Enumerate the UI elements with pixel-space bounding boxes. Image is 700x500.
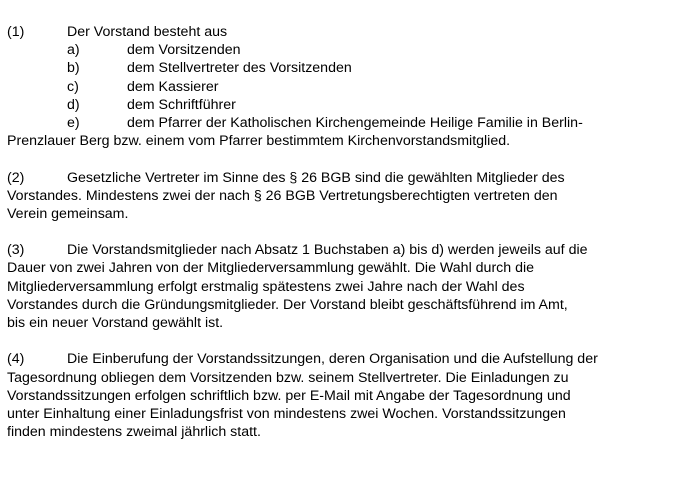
list-item-a-letter: a) — [67, 42, 80, 59]
list-item-e — [7, 114, 697, 132]
list-item-b — [7, 59, 697, 77]
paragraph-1-continuation: Prenzlauer Berg bzw. einem vom Pfarrer bestimmtem Kirchenvorstandsmitglied. — [7, 133, 511, 150]
paragraph-2-number: (2) — [7, 169, 25, 186]
paragraph-4 — [7, 350, 697, 441]
paragraph-3 — [7, 241, 697, 332]
paragraph-4-number: (4) — [7, 351, 25, 368]
paragraph-3-line-1 — [7, 241, 697, 259]
paragraph-4-line-5: finden mindestens zweimal jährlich statt. — [7, 424, 261, 441]
list-item-d — [7, 96, 697, 114]
paragraph-4-line-1 — [7, 350, 697, 368]
list-item-c — [7, 78, 697, 96]
paragraph-3-line-2: Dauer von zwei Jahren von der Mitgliederversammlung gewählt. Die Wahl durch die — [7, 260, 535, 277]
list-item-d-text: dem Schriftführer — [127, 96, 236, 113]
paragraph-3-number: (3) — [7, 242, 25, 259]
list-item-e-letter: e) — [67, 114, 80, 131]
paragraph-2-line-1 — [7, 169, 697, 187]
paragraph-3-line-1-text: Die Vorstandsmitglieder nach Absatz 1 Buchstaben a) bis d) werden jeweils auf die — [67, 242, 588, 259]
list-item-d-letter: d) — [67, 96, 80, 113]
paragraph-4-line-2: Tagesordnung obliegen dem Vorsitzenden bzw. seinem Stellvertreter. Die Einladungen zu — [7, 369, 569, 386]
paragraph-2-line-2: Vorstandes. Mindestens zwei der nach § 26 BGB Vertretungsberechtigten vertreten den — [7, 187, 558, 204]
paragraph-2-line-1-text: Gesetzliche Vertreter im Sinne des § 26 BGB sind die gewählten Mitglieder des — [67, 169, 565, 186]
list-item-e-text: dem Pfarrer der Katholischen Kirchengemeinde Heilige Familie in Berlin- — [127, 114, 583, 131]
paragraph-1 — [7, 23, 697, 150]
list-item-a — [7, 41, 697, 59]
paragraph-3-line-4: Vorstandes durch die Gründungsmitglieder. Der Vorstand bleibt geschäftsführend im Amt, — [7, 296, 568, 313]
list-item-a-text: dem Vorsitzenden — [127, 42, 241, 59]
paragraph-3-line-3: Mitgliederversammlung erfolgt erstmalig spätestens zwei Jahre nach der Wahl des — [7, 278, 525, 295]
paragraph-1-first-line — [7, 23, 697, 41]
document-body — [7, 23, 697, 460]
paragraph-1-number: (1) — [7, 24, 25, 40]
list-item-c-letter: c) — [67, 78, 79, 95]
paragraph-1-intro: Der Vorstand besteht aus — [67, 24, 228, 40]
list-item-b-text: dem Stellvertreter des Vorsitzenden — [127, 60, 352, 77]
paragraph-4-line-1-text: Die Einberufung der Vorstandssitzungen, deren Organisation und die Aufstellung der — [67, 351, 598, 368]
list-item-b-letter: b) — [67, 60, 80, 77]
paragraph-3-line-5: bis ein neuer Vorstand gewählt ist. — [7, 315, 224, 331]
paragraph-4-line-3: Vorstandssitzungen erfolgen schriftlich bzw. per E-Mail mit Angabe der Tagesordnung und — [7, 387, 571, 404]
paragraph-2 — [7, 169, 697, 224]
paragraph-4-line-4: unter Einhaltung einer Einladungsfrist von mindestens zwei Wochen. Vorstandssitzungen — [7, 405, 566, 422]
paragraph-2-line-3: Verein gemeinsam. — [7, 205, 129, 222]
list-item-c-text: dem Kassierer — [127, 78, 219, 95]
